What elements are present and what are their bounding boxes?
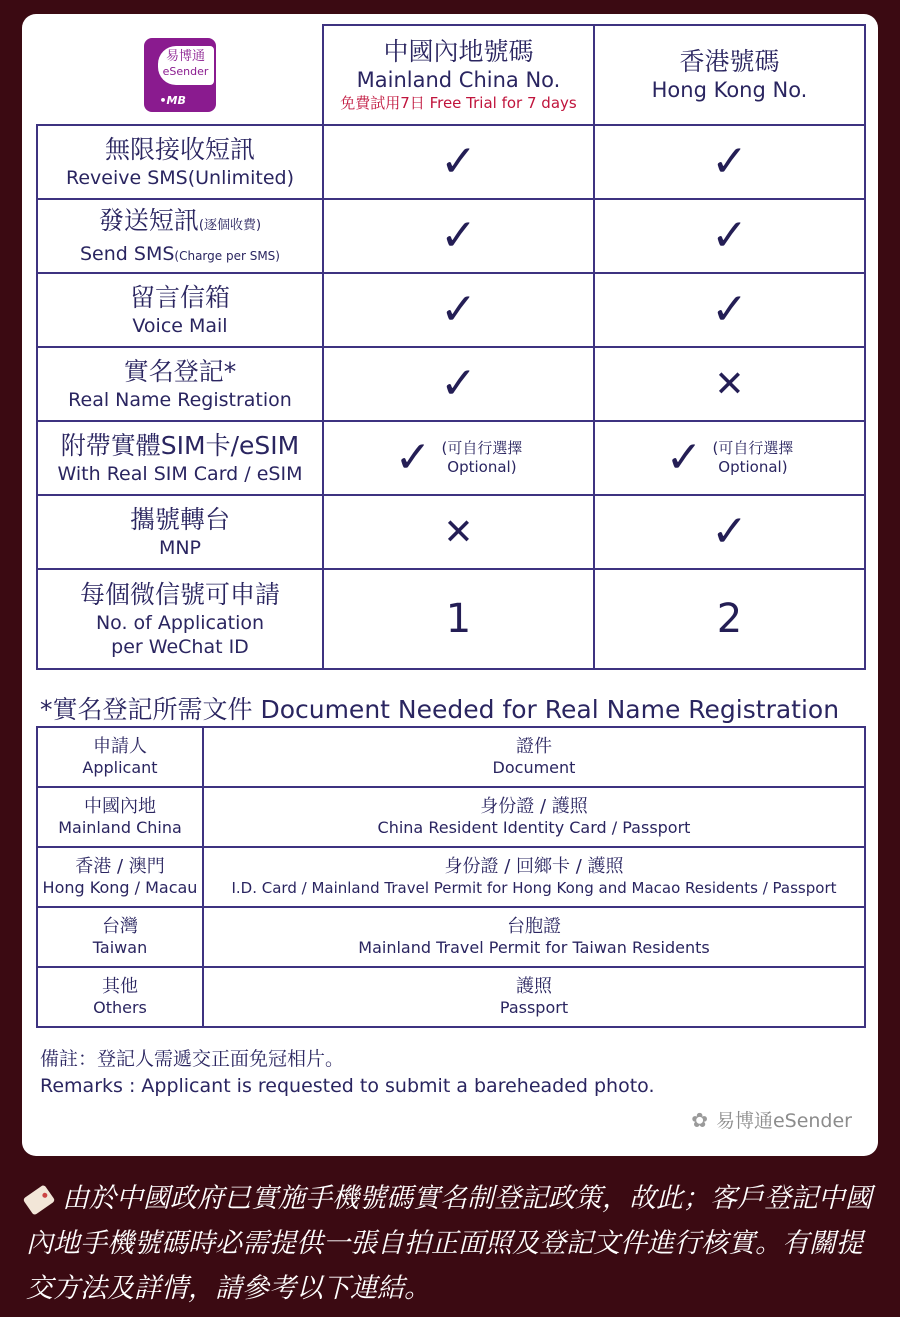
document-en: China Resident Identity Card / Passport bbox=[377, 818, 691, 837]
application-count-mainland: 1 bbox=[445, 596, 472, 642]
feature-row-real-name bbox=[37, 347, 865, 421]
watermark bbox=[691, 1106, 852, 1133]
free-trial-note: 免費試用7日 Free Trial for 7 days bbox=[340, 94, 577, 112]
caption-text: 由於中國政府已實施手機號碼實名制登記政策，故此；客戶登記中國內地手機號碼時必需提供一張自拍正面照及登記文件進行核實。有關提交方法及詳情，請參考以下連結。 bbox=[26, 1183, 872, 1304]
caption bbox=[26, 1176, 882, 1311]
feature-label-zh: 攜號轉台 bbox=[129, 505, 230, 534]
feature-label-en: Send SMS bbox=[80, 242, 175, 265]
check-icon: ✓ bbox=[711, 136, 748, 187]
logo-zh: 易博通 bbox=[165, 48, 205, 64]
table-row bbox=[37, 967, 865, 1027]
esender-logo bbox=[138, 32, 222, 118]
col-mainland-en: Mainland China No. bbox=[356, 68, 561, 92]
optional-note-zh: (可自行選擇 bbox=[712, 439, 794, 457]
logo-en: eSender bbox=[162, 64, 209, 78]
cross-icon: ✕ bbox=[714, 363, 745, 405]
remarks bbox=[40, 1046, 655, 1100]
feature-row-receive-sms bbox=[37, 125, 865, 199]
col-header-mainland bbox=[323, 25, 594, 125]
document-zh: 身份證 / 護照 bbox=[480, 796, 588, 817]
feature-row-sim-card bbox=[37, 421, 865, 495]
logo-cell bbox=[37, 25, 323, 125]
applicant-zh: 台灣 bbox=[102, 916, 138, 937]
feature-label-zh: 附帶實體SIM卡/eSIM bbox=[60, 431, 300, 460]
feature-table-header bbox=[37, 25, 865, 125]
optional-note-zh: (可自行選擇 bbox=[441, 439, 523, 457]
feature-row-send-sms bbox=[37, 199, 865, 273]
feature-label-en: MNP bbox=[158, 537, 202, 559]
feature-note-en: (Charge per SMS) bbox=[174, 248, 280, 263]
applicant-en: Others bbox=[93, 998, 147, 1017]
applicant-zh: 香港 / 澳門 bbox=[75, 856, 165, 877]
check-icon: ✓ bbox=[440, 136, 477, 187]
document-en: Mainland Travel Permit for Taiwan Residents bbox=[358, 938, 710, 957]
document-zh: 台胞證 bbox=[507, 916, 561, 937]
document-en: Passport bbox=[499, 998, 569, 1017]
col-mainland-zh: 中國內地號碼 bbox=[383, 37, 534, 66]
optional-note-en: Optional) bbox=[718, 458, 788, 476]
table-row bbox=[37, 847, 865, 907]
table-row bbox=[37, 787, 865, 847]
logo-mb: •MB bbox=[159, 93, 186, 107]
check-icon: ✓ bbox=[440, 358, 477, 409]
feature-label-zh: 無限接收短訊 bbox=[104, 135, 255, 164]
table-row bbox=[37, 907, 865, 967]
document-en: I.D. Card / Mainland Travel Permit for Hong Kong and Macao Residents / Passport bbox=[231, 879, 837, 897]
feature-note-zh: (逐個收費) bbox=[198, 217, 262, 233]
document-zh: 身份證 / 回鄉卡 / 護照 bbox=[444, 856, 624, 877]
document-header-en: Document bbox=[492, 758, 576, 777]
watermark-text: 易博通eSender bbox=[715, 1110, 852, 1132]
document-zh: 護照 bbox=[516, 976, 552, 997]
documents-table bbox=[36, 726, 866, 1028]
feature-label-en: No. of Application bbox=[95, 612, 265, 634]
check-icon: ✓ bbox=[665, 432, 703, 483]
check-icon: ✓ bbox=[711, 210, 748, 261]
wechat-icon: ✿ bbox=[691, 1107, 708, 1132]
info-card bbox=[22, 14, 878, 1156]
feature-label-zh: 每個微信號可申請 bbox=[79, 580, 280, 609]
applicant-en: Mainland China bbox=[58, 818, 182, 837]
documents-header-row bbox=[37, 727, 865, 787]
cross-icon: ✕ bbox=[443, 511, 474, 553]
col-hk-en: Hong Kong No. bbox=[651, 78, 808, 102]
feature-label-zh: 實名登記* bbox=[123, 357, 237, 386]
check-icon: ✓ bbox=[711, 284, 748, 335]
feature-label-en: Real Name Registration bbox=[68, 389, 292, 411]
applicant-zh: 其他 bbox=[102, 976, 138, 997]
feature-label-en: Voice Mail bbox=[132, 315, 228, 337]
tag-icon bbox=[23, 1184, 56, 1215]
applicant-en: Taiwan bbox=[92, 938, 148, 957]
remarks-en: Remarks : Applicant is requested to submit a bareheaded photo. bbox=[40, 1075, 655, 1097]
feature-label-zh: 發送短訊 bbox=[98, 205, 199, 235]
feature-label-en: With Real SIM Card / eSIM bbox=[57, 463, 303, 485]
feature-row-applications bbox=[37, 569, 865, 669]
feature-label-en-2: per WeChat ID bbox=[111, 636, 249, 658]
check-icon: ✓ bbox=[440, 284, 477, 335]
document-header-zh: 證件 bbox=[516, 736, 552, 757]
check-icon: ✓ bbox=[440, 210, 477, 261]
applicant-zh: 中國內地 bbox=[84, 796, 156, 817]
feature-row-voice-mail bbox=[37, 273, 865, 347]
col-header-hongkong bbox=[594, 25, 865, 125]
applicant-header-en: Applicant bbox=[82, 758, 158, 777]
feature-row-mnp bbox=[37, 495, 865, 569]
col-hk-zh: 香港號碼 bbox=[679, 47, 780, 76]
feature-label-en: Reveive SMS(Unlimited) bbox=[65, 167, 295, 189]
feature-table bbox=[36, 24, 866, 670]
application-count-hongkong: 2 bbox=[716, 596, 743, 642]
applicant-en: Hong Kong / Macau bbox=[42, 878, 198, 897]
check-icon: ✓ bbox=[711, 506, 748, 557]
feature-label-zh: 留言信箱 bbox=[129, 283, 230, 312]
documents-title: *實名登記所需文件 Document Needed for Real Name Registration bbox=[40, 695, 840, 724]
applicant-header-zh: 申請人 bbox=[93, 736, 147, 757]
optional-note-en: Optional) bbox=[447, 458, 517, 476]
check-icon: ✓ bbox=[394, 432, 432, 483]
remarks-zh: 備註：登記人需遞交正面免冠相片。 bbox=[40, 1048, 345, 1070]
